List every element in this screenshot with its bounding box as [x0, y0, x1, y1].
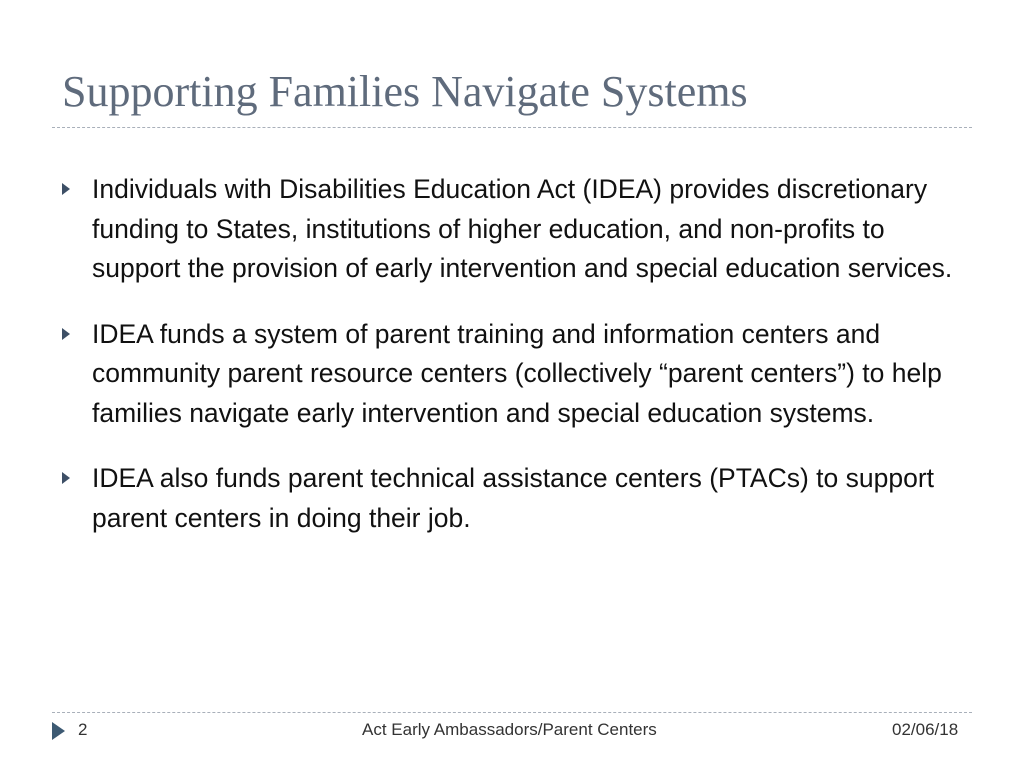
bullet-list	[60, 170, 960, 564]
footer-text: Act Early Ambassadors/Parent Centers	[362, 720, 657, 739]
bullet-item	[60, 315, 960, 434]
title-divider	[52, 127, 972, 128]
bullet-text: Individuals with Disabilities Education Act (IDEA) provides discretionary funding to States, institutions of higher education, and non-profits to support the provision of early intervention and special education services.	[92, 174, 953, 283]
footer-date: 02/06/18	[892, 720, 959, 739]
footer-divider	[52, 712, 972, 713]
slide-title: Supporting Families Navigate Systems	[62, 67, 748, 116]
bullet-item	[60, 170, 960, 289]
triangle-bullet-icon	[62, 328, 70, 340]
bullet-text: IDEA funds a system of parent training and information centers and community parent resource centers (collectively “parent centers”) to help families navigate early intervention and special education systems.	[92, 318, 942, 428]
bullet-text: IDEA also funds parent technical assistance centers (PTACs) to support parent centers in doing their job.	[92, 463, 935, 533]
triangle-bullet-icon	[62, 183, 70, 195]
footer-triangle-icon	[52, 722, 65, 740]
triangle-bullet-icon	[62, 472, 70, 484]
bullet-item	[60, 459, 960, 538]
slide-number: 2	[78, 720, 88, 739]
